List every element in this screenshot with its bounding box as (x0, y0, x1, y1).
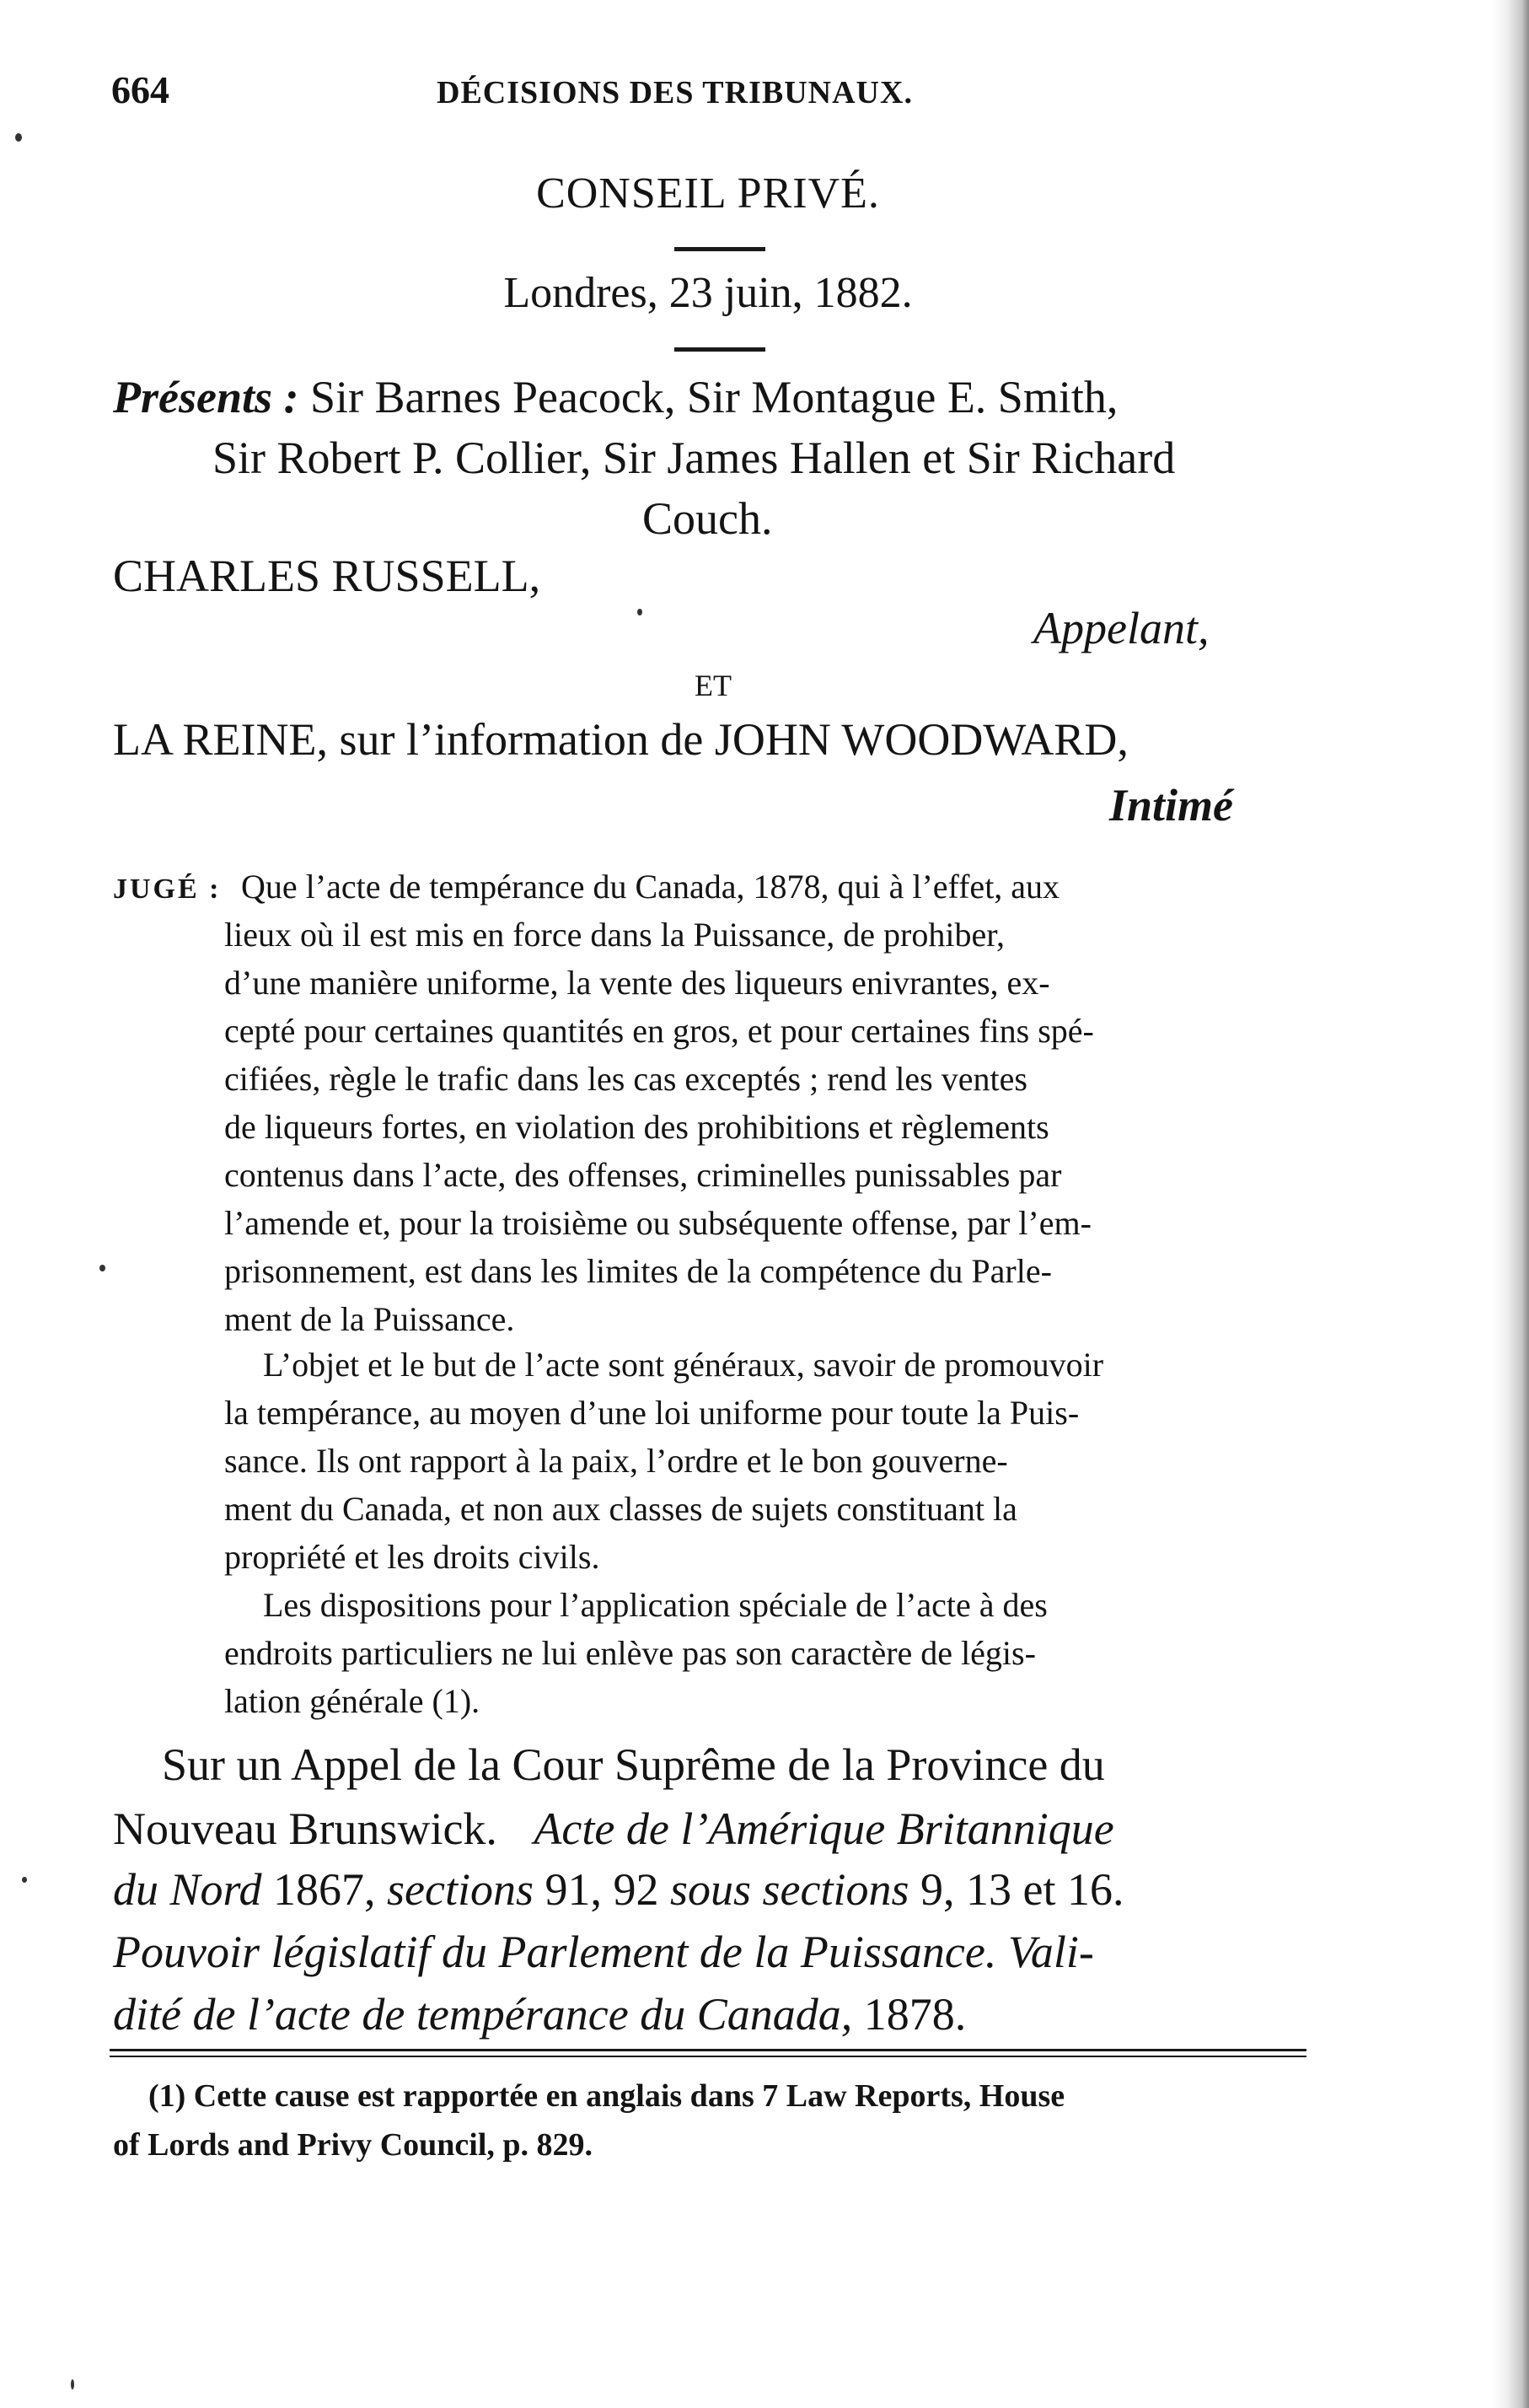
holding-line: la tempérance, au moyen d’une loi uniforme pour toute la Puis- (224, 1394, 1080, 1432)
short-rule (674, 247, 765, 251)
holding-line: Que l’acte de tempérance du Canada, 1878, qui à l’effet, aux (241, 868, 1060, 906)
footnote-rule-thin (110, 2056, 1306, 2057)
page-number: 664 (111, 68, 169, 111)
court-title: CONSEIL PRIVÉ. (536, 169, 880, 218)
holding-line: contenus dans l’acte, des offenses, criminelles punissables par (224, 1156, 1062, 1194)
scan-speck (99, 1265, 105, 1271)
appellant-name: CHARLES RUSSELL, (113, 551, 541, 601)
holding-line: Les dispositions pour l’application spéciale de l’acte à des (263, 1586, 1048, 1624)
appeal-line-3: du Nord 1867, sections 91, 92 sous sections 9, 13 et 16. (113, 1864, 1124, 1915)
appeal-line-5: dité de l’acte de tempérance du Canada, 1878. (113, 1989, 967, 2040)
footnote-line-2: of Lords and Privy Council, p. 829. (113, 2127, 593, 2163)
holding-line: L’objet et le but de l’acte sont généraux, savoir de promouvoir (263, 1346, 1104, 1384)
holding-line: cifiées, règle le trafic dans les cas exceptés ; rend les ventes (224, 1060, 1027, 1098)
page-edge-shadow (1492, 0, 1529, 2408)
holding-line: ment du Canada, et non aux classes de sujets constituant la (224, 1490, 1017, 1528)
appeal-line-4: Pouvoir législatif du Parlement de la Puissance. Vali- (113, 1927, 1094, 1977)
running-head: DÉCISIONS DES TRIBUNAUX. (437, 75, 913, 110)
respondent-role: Intimé (1109, 780, 1234, 830)
footnote-line-1: (1) Cette cause est rapportée en anglais dans 7 Law Reports, House (148, 2078, 1065, 2114)
holding-label: JUGÉ : (113, 873, 222, 905)
decision-date: Londres, 23 juin, 1882. (503, 269, 913, 317)
appellant-role: Appelant, (1033, 603, 1210, 653)
holding-line: ment de la Puissance. (224, 1300, 515, 1338)
presents-line-3: Couch. (642, 493, 773, 544)
scan-speck (637, 609, 642, 615)
holding-line: sance. Ils ont rapport à la paix, l’ordre et le bon gouverne- (224, 1442, 1008, 1480)
presents-line-2: Sir Robert P. Collier, Sir James Hallen et Sir Richard (212, 433, 1176, 483)
holding-line: de liqueurs fortes, en violation des prohibitions et règlements (224, 1108, 1049, 1146)
footnote-rule (110, 2049, 1306, 2051)
holding-line: l’amende et, pour la troisième ou subséquente offense, par l’em- (224, 1204, 1092, 1242)
holding-line: lation générale (1). (224, 1682, 480, 1720)
scan-speck (71, 2379, 74, 2389)
presents-judges-1: Sir Barnes Peacock, Sir Montague E. Smith, (309, 372, 1119, 422)
scan-speck (22, 1877, 27, 1883)
appeal-line-2 (113, 1803, 1114, 1855)
conjunction: ET (695, 669, 732, 702)
holding-line: cepté pour certaines quantités en gros, et pour certaines fins spé- (224, 1012, 1094, 1050)
holding-line: d’une manière uniforme, la vente des liqueurs enivrantes, ex- (224, 964, 1050, 1002)
presents-line-1 (113, 371, 1118, 423)
appeal-act-title: Acte de l’Amérique Britannique (534, 1803, 1114, 1854)
holding-line: lieux où il est mis en force dans la Puissance, de prohiber, (224, 916, 1005, 954)
appeal-court-text: Nouveau Brunswick. (113, 1803, 497, 1854)
presents-label: Présents : (113, 372, 299, 422)
appeal-line-1: Sur un Appel de la Cour Suprême de la Province du (162, 1739, 1105, 1790)
short-rule (674, 347, 765, 352)
holding-line: endroits particuliers ne lui enlève pas son caractère de légis- (224, 1634, 1036, 1672)
holding-line: prisonnement, est dans les limites de la compétence du Parle- (224, 1252, 1052, 1290)
respondent-name: LA REINE, sur l’information de JOHN WOODWARD, (113, 714, 1129, 765)
holding-line: propriété et les droits civils. (224, 1538, 600, 1576)
scan-speck (15, 133, 22, 142)
